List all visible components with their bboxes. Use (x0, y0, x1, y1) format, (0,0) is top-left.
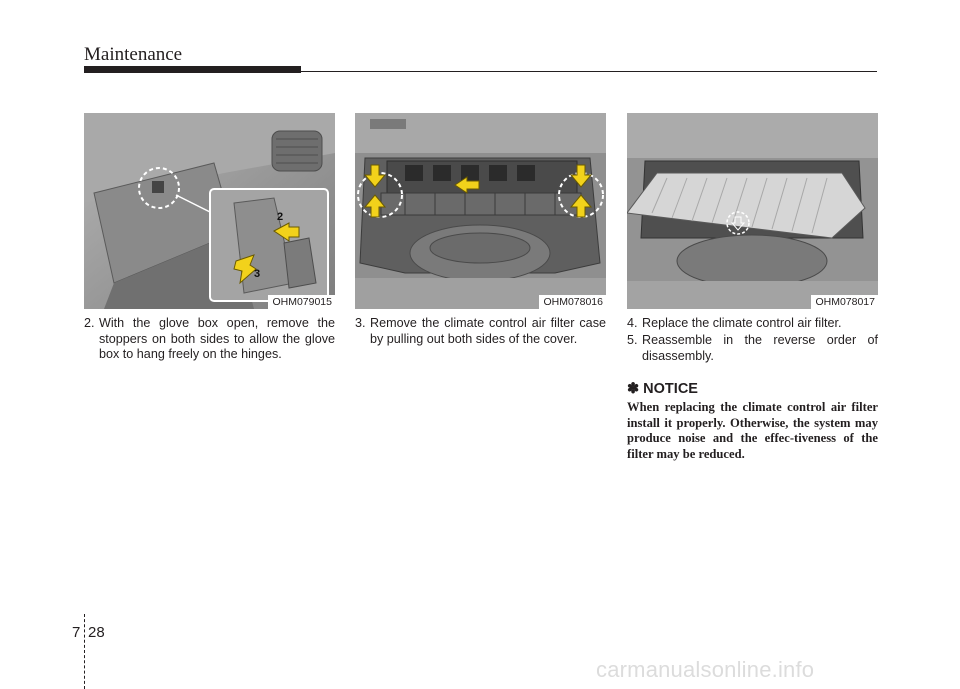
figure-glove-box (84, 113, 335, 309)
step-text: With the glove box open, remove the stoppers on both sides to allow the glove box to hang freely on the hinges. (99, 316, 335, 361)
step-number: 4. (627, 316, 638, 330)
footer-divider (84, 614, 85, 689)
step-number: 5. (627, 333, 638, 347)
header-rule (301, 71, 877, 72)
step-text: Reassemble in the reverse order of disassembly. (642, 333, 878, 363)
figure-code: OHM078017 (811, 295, 878, 309)
step-3 (355, 316, 606, 347)
watermark-url: carmanualsonline.info (596, 657, 815, 682)
step-4 (627, 316, 878, 332)
step-5 (627, 333, 878, 364)
callout-3: 3 (254, 268, 261, 280)
figure-code: OHM078016 (539, 295, 606, 309)
step-number: 2. (84, 316, 95, 330)
notice-body: When replacing the climate control air filter install it properly. Otherwise, the system may produce noise and the effec-tiveness of the filter may be reduced. (627, 400, 878, 461)
step-number: 3. (355, 316, 366, 330)
notice-title: ✽ NOTICE (627, 381, 698, 397)
step-2 (84, 316, 335, 363)
header-bar (84, 66, 301, 73)
chapter-number: 7 (72, 624, 81, 641)
filter-replace-illustration (627, 113, 878, 309)
page-header-title: Maintenance (84, 44, 183, 65)
step-text: Replace the climate control air filter. (642, 316, 842, 330)
step-text: Remove the climate control air filter case by pulling out both sides of the cover. (370, 316, 606, 346)
page-number: 28 (88, 624, 105, 641)
figure-filter-case (355, 113, 606, 309)
glove-box-illustration (84, 113, 335, 309)
callout-2: 2 (277, 211, 284, 223)
filter-case-illustration (355, 113, 606, 309)
figure-code: OHM079015 (268, 295, 335, 309)
figure-filter-replace (627, 113, 878, 309)
